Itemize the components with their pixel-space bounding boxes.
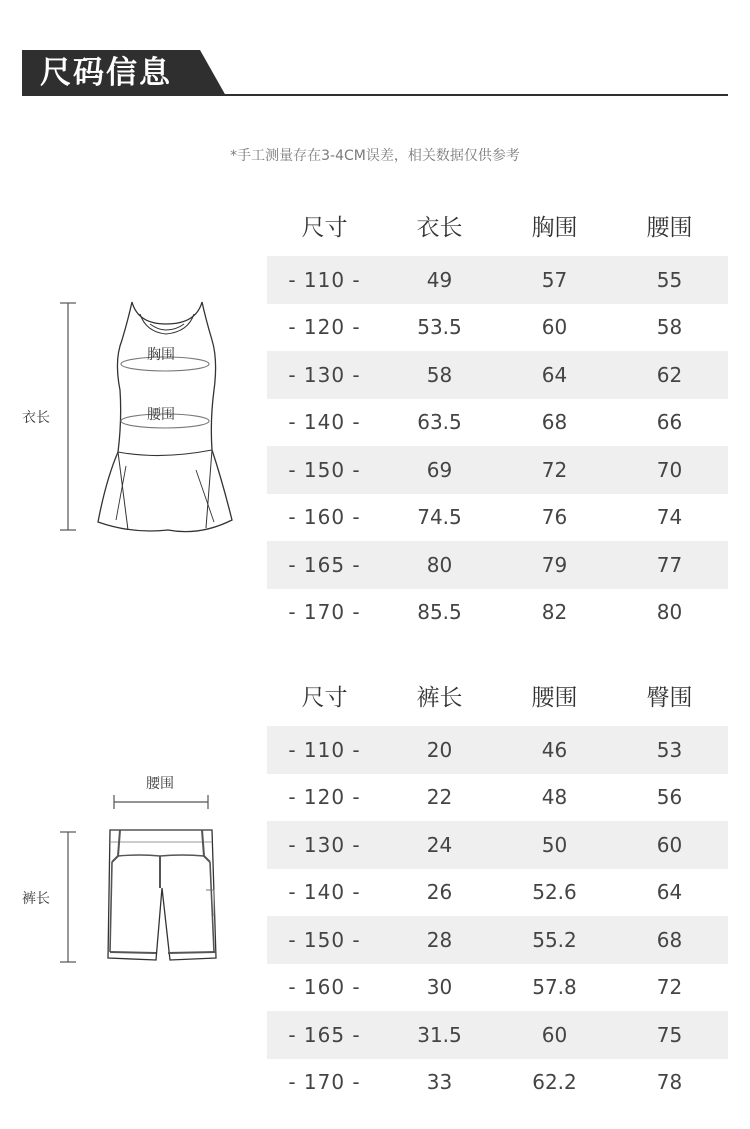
- size-cell: - 170 -: [288, 600, 361, 625]
- value-cell: 78: [656, 1070, 683, 1095]
- size-cell: - 160 -: [288, 505, 361, 530]
- header-cell: 裤长: [416, 684, 463, 711]
- table-row: [267, 964, 728, 1012]
- header-cell: 腰围: [531, 684, 578, 711]
- value-cell: 20: [426, 737, 453, 762]
- value-cell: 75: [656, 1022, 683, 1047]
- size-cell: - 140 -: [288, 410, 361, 435]
- value-cell: 72: [541, 457, 568, 482]
- table-row: [267, 726, 728, 774]
- value-cell: 30: [426, 975, 453, 1000]
- table-row: [267, 399, 728, 447]
- header-cell: 臀围: [646, 684, 693, 711]
- value-cell: 60: [656, 832, 683, 857]
- header-divider: [222, 94, 728, 96]
- value-cell: 22: [426, 785, 453, 810]
- size-cell: - 110 -: [288, 267, 361, 292]
- page-title: 尺码信息: [40, 55, 172, 91]
- value-cell: 24: [426, 832, 453, 857]
- value-cell: 77: [656, 552, 683, 577]
- value-cell: 74.5: [417, 505, 462, 530]
- size-cell: - 130 -: [288, 832, 361, 857]
- header-cell: 衣长: [416, 214, 463, 241]
- table-row: [267, 821, 728, 869]
- value-cell: 74: [656, 505, 683, 530]
- header-cell: 胸围: [531, 214, 578, 241]
- table-row: [267, 494, 728, 542]
- table-row: [267, 869, 728, 917]
- table-header: [267, 194, 728, 256]
- section-header: [22, 50, 728, 96]
- value-cell: 68: [656, 927, 683, 952]
- value-cell: 55.2: [532, 927, 577, 952]
- size-cell: - 165 -: [288, 552, 361, 577]
- value-cell: 53: [656, 737, 683, 762]
- value-cell: 53.5: [417, 315, 462, 340]
- table-row: [267, 916, 728, 964]
- header-cell: 腰围: [646, 214, 693, 241]
- value-cell: 46: [541, 737, 568, 762]
- value-cell: 31.5: [417, 1022, 462, 1047]
- table-row: [267, 1059, 728, 1107]
- value-cell: 76: [541, 505, 568, 530]
- measurement-note: *手工测量存在3-4CM误差，相关数据仅供参考: [230, 148, 520, 164]
- size-cell: - 140 -: [288, 880, 361, 905]
- value-cell: 72: [656, 975, 683, 1000]
- size-cell: - 120 -: [288, 785, 361, 810]
- value-cell: 58: [656, 315, 683, 340]
- value-cell: 80: [426, 552, 453, 577]
- shorts-diagram: [0, 770, 260, 970]
- size-cell: - 170 -: [288, 1070, 361, 1095]
- value-cell: 64: [656, 880, 683, 905]
- dress-waist-label: 腰围: [147, 407, 175, 423]
- value-cell: 60: [541, 1022, 568, 1047]
- value-cell: 48: [541, 785, 568, 810]
- value-cell: 57.8: [532, 975, 577, 1000]
- dress-chest-label: 胸围: [147, 347, 175, 363]
- header-cell: 尺寸: [301, 214, 348, 241]
- value-cell: 33: [426, 1070, 453, 1095]
- size-cell: - 150 -: [288, 927, 361, 952]
- table-row: [267, 446, 728, 494]
- table-row: [267, 1011, 728, 1059]
- header-cell: 尺寸: [301, 684, 348, 711]
- value-cell: 64: [541, 362, 568, 387]
- table-row: [267, 541, 728, 589]
- value-cell: 70: [656, 457, 683, 482]
- value-cell: 58: [426, 362, 453, 387]
- value-cell: 56: [656, 785, 683, 810]
- shorts-waist-label: 腰围: [146, 776, 174, 792]
- value-cell: 66: [656, 410, 683, 435]
- value-cell: 82: [541, 600, 568, 625]
- value-cell: 49: [426, 267, 453, 292]
- value-cell: 62: [656, 362, 683, 387]
- value-cell: 52.6: [532, 880, 577, 905]
- size-cell: - 130 -: [288, 362, 361, 387]
- size-cell: - 120 -: [288, 315, 361, 340]
- shorts-length-label: 裤长: [22, 891, 50, 907]
- value-cell: 79: [541, 552, 568, 577]
- value-cell: 85.5: [417, 600, 462, 625]
- size-cell: - 165 -: [288, 1022, 361, 1047]
- table-row: [267, 256, 728, 304]
- size-cell: - 160 -: [288, 975, 361, 1000]
- value-cell: 62.2: [532, 1070, 577, 1095]
- table-row: [267, 589, 728, 637]
- dress-size-table: [267, 194, 728, 636]
- shorts-size-table: [267, 664, 728, 1106]
- value-cell: 69: [426, 457, 453, 482]
- size-cell: - 150 -: [288, 457, 361, 482]
- value-cell: 68: [541, 410, 568, 435]
- value-cell: 55: [656, 267, 683, 292]
- table-row: [267, 304, 728, 352]
- table-header: [267, 664, 728, 726]
- table-row: [267, 351, 728, 399]
- value-cell: 80: [656, 600, 683, 625]
- dress-length-label: 衣长: [22, 410, 50, 426]
- value-cell: 28: [426, 927, 453, 952]
- value-cell: 57: [541, 267, 568, 292]
- value-cell: 26: [426, 880, 453, 905]
- value-cell: 60: [541, 315, 568, 340]
- value-cell: 63.5: [417, 410, 462, 435]
- shorts-illustration: [0, 770, 260, 970]
- size-cell: - 110 -: [288, 737, 361, 762]
- value-cell: 50: [541, 832, 568, 857]
- table-row: [267, 774, 728, 822]
- dress-diagram: [0, 290, 260, 540]
